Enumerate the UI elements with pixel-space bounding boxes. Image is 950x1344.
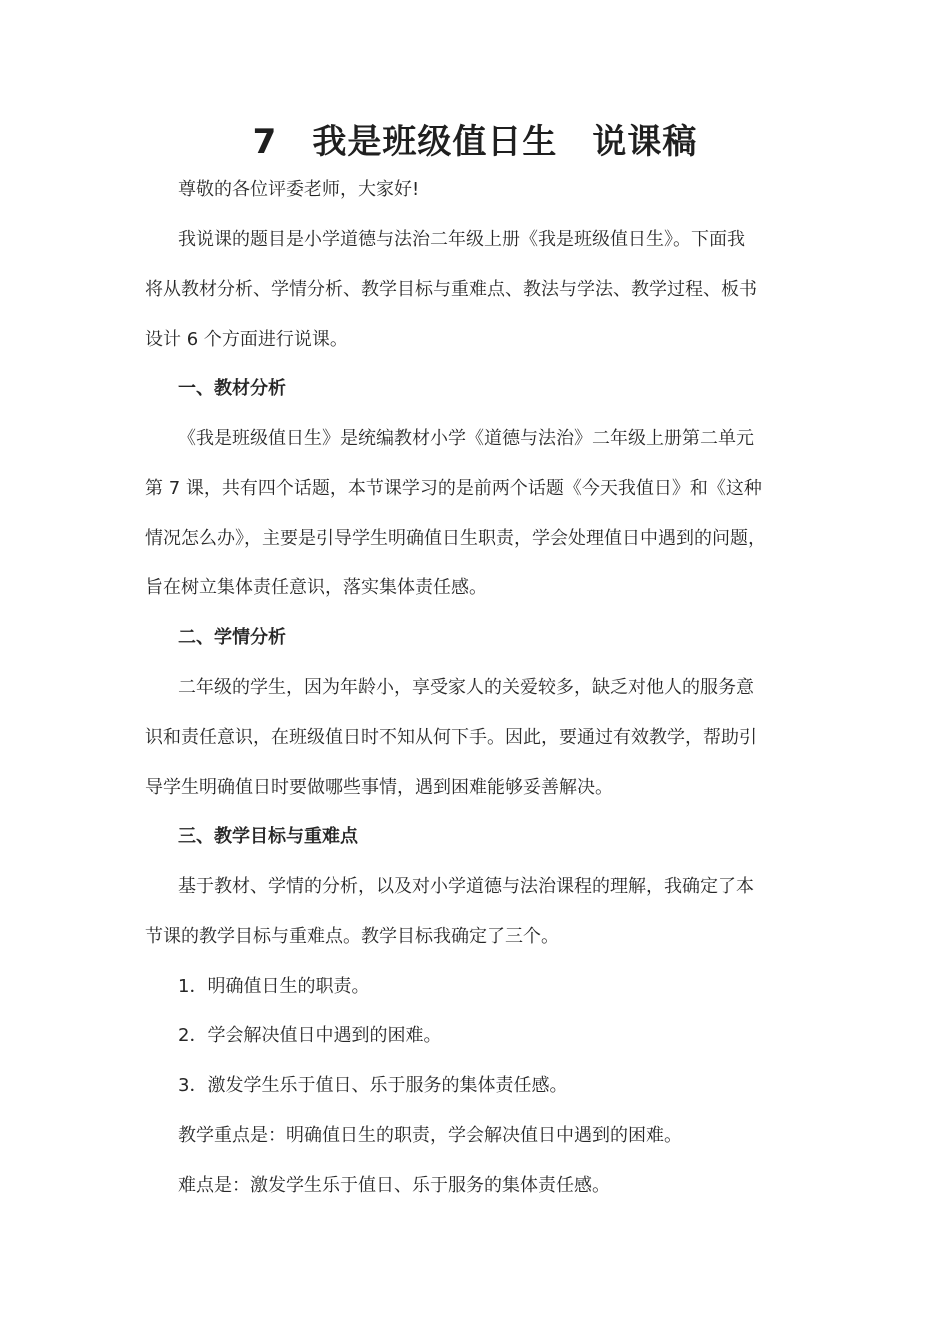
section-heading-student-analysis: 二、学情分析 [178, 627, 286, 648]
section-heading-textbook-analysis: 一、教材分析 [178, 378, 286, 399]
section1-line-1: 《我是班级值日生》是统编教材小学《道德与法治》二年级上册第二单元 [178, 428, 754, 449]
goal-item-3: 3．激发学生乐于值日、乐于服务的集体责任感。 [178, 1075, 568, 1096]
section2-line-3: 导学生明确值日时要做哪些事情，遇到困难能够妥善解决。 [145, 777, 613, 798]
document-title: 7 我是班级值日生 说课稿 [252, 122, 698, 162]
goal-item-2: 2．学会解决值日中遇到的困难。 [178, 1025, 442, 1046]
section1-line-4: 旨在树立集体责任意识，落实集体责任感。 [145, 577, 487, 598]
section3-line-2: 节课的教学目标与重难点。教学目标我确定了三个。 [145, 926, 559, 947]
section2-line-1: 二年级的学生，因为年龄小，享受家人的关爱较多，缺乏对他人的服务意 [178, 677, 754, 698]
key-point: 教学重点是：明确值日生的职责，学会解决值日中遇到的困难。 [178, 1125, 682, 1146]
intro-line-3: 设计 6 个方面进行说课。 [145, 329, 348, 350]
section1-line-3: 情况怎么办》，主要是引导学生明确值日生职责，学会处理值日中遇到的问题， [145, 528, 766, 549]
section3-line-1: 基于教材、学情的分析，以及对小学道德与法治课程的理解，我确定了本 [178, 876, 754, 897]
greeting: 尊敬的各位评委老师，大家好! [178, 179, 420, 200]
section1-line-2: 第 7 课，共有四个话题，本节课学习的是前两个话题《今天我值日》和《这种 [145, 478, 762, 499]
intro-line-2: 将从教材分析、学情分析、教学目标与重难点、教法与学法、教学过程、板书 [145, 279, 757, 300]
goal-item-1: 1．明确值日生的职责。 [178, 976, 370, 997]
difficulty-point: 难点是：激发学生乐于值日、乐于服务的集体责任感。 [178, 1175, 610, 1196]
section2-line-2: 识和责任意识，在班级值日时不知从何下手。因此，要通过有效教学，帮助引 [145, 727, 757, 748]
intro-line-1: 我说课的题目是小学道德与法治二年级上册《我是班级值日生》。下面我 [178, 229, 745, 250]
section-heading-goals: 三、教学目标与重难点 [178, 826, 358, 847]
